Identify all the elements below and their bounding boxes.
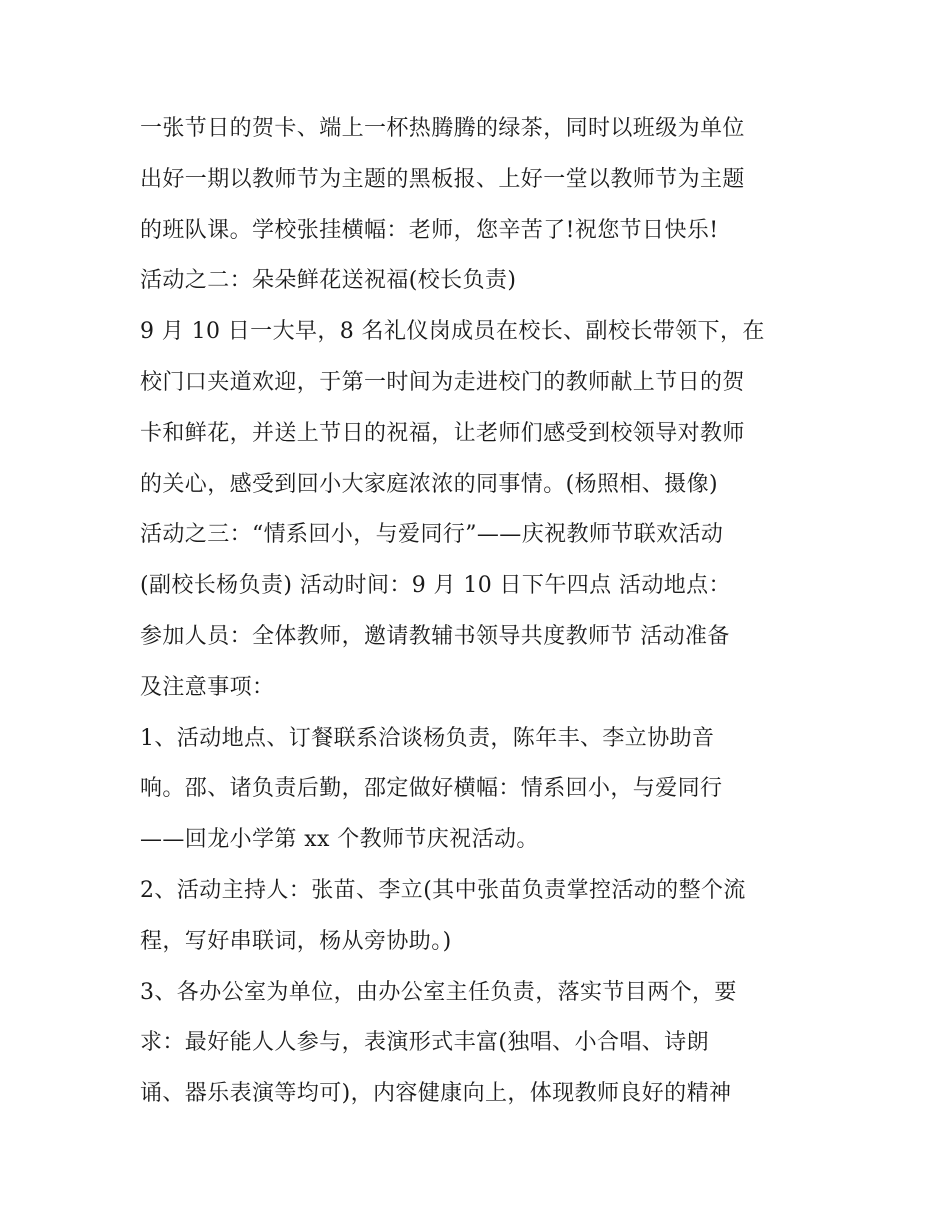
- document-body: [140, 104, 830, 1120]
- text-line: 诵、器乐表演等均可)，内容健康向上，体现教师良好的精神: [140, 1081, 732, 1107]
- text-line: 的班队课。学校张挂横幅：老师，您辛苦了!祝您节日快乐!: [140, 217, 719, 243]
- text-line: 响。邵、诸负责后勤，邵定做好横幅：情系回小，与爱同行: [140, 776, 723, 802]
- text-line: ——回龙小学第 xx 个教师节庆祝活动。: [140, 827, 539, 853]
- activity-heading: 活动之三：“情系回小，与爱同行”——庆祝教师节联欢活动: [140, 522, 724, 548]
- list-item: 3、各办公室为单位，由办公室主任负责，落实节目两个，要: [140, 979, 737, 1005]
- text-line: 9 月 10 日一大早，8 名礼仪岗成员在校长、副校长带领下，在: [140, 319, 765, 345]
- text-line: 参加人员：全体教师，邀请教辅书领导共度教师节 活动准备: [140, 623, 730, 649]
- text-line: 的关心，感受到回小大家庭浓浓的同事情。(杨照相、摄像): [140, 471, 718, 497]
- text-line: 一张节日的贺卡、端上一杯热腾腾的绿茶，同时以班级为单位: [140, 116, 745, 141]
- text-line: 求：最好能人人参与，表演形式丰富(独唱、小合唱、诗朗: [140, 1030, 709, 1056]
- list-item: 2、活动主持人：张苗、李立(其中张苗负责掌控活动的整个流: [140, 877, 746, 903]
- text-line: 出好一期以教师节为主题的黑板报、上好一堂以教师节为主题: [140, 166, 745, 192]
- text-line: 卡和鲜花，并送上节日的祝福，让老师们感受到校领导对教师: [140, 420, 745, 446]
- text-line: 校门口夹道欢迎，于第一时间为走进校门的教师献上节日的贺: [140, 369, 745, 395]
- activity-heading: 活动之二：朵朵鲜花送祝福(校长负责): [140, 268, 517, 294]
- text-line: 及注意事项：: [140, 674, 275, 700]
- text-line: 程，写好串联词，杨从旁协助。): [140, 928, 452, 954]
- list-item: 1、活动地点、订餐联系洽谈杨负责，陈年丰、李立协助音: [140, 725, 715, 751]
- text-line: (副校长杨负责) 活动时间：9 月 10 日下午四点 活动地点：: [140, 573, 731, 599]
